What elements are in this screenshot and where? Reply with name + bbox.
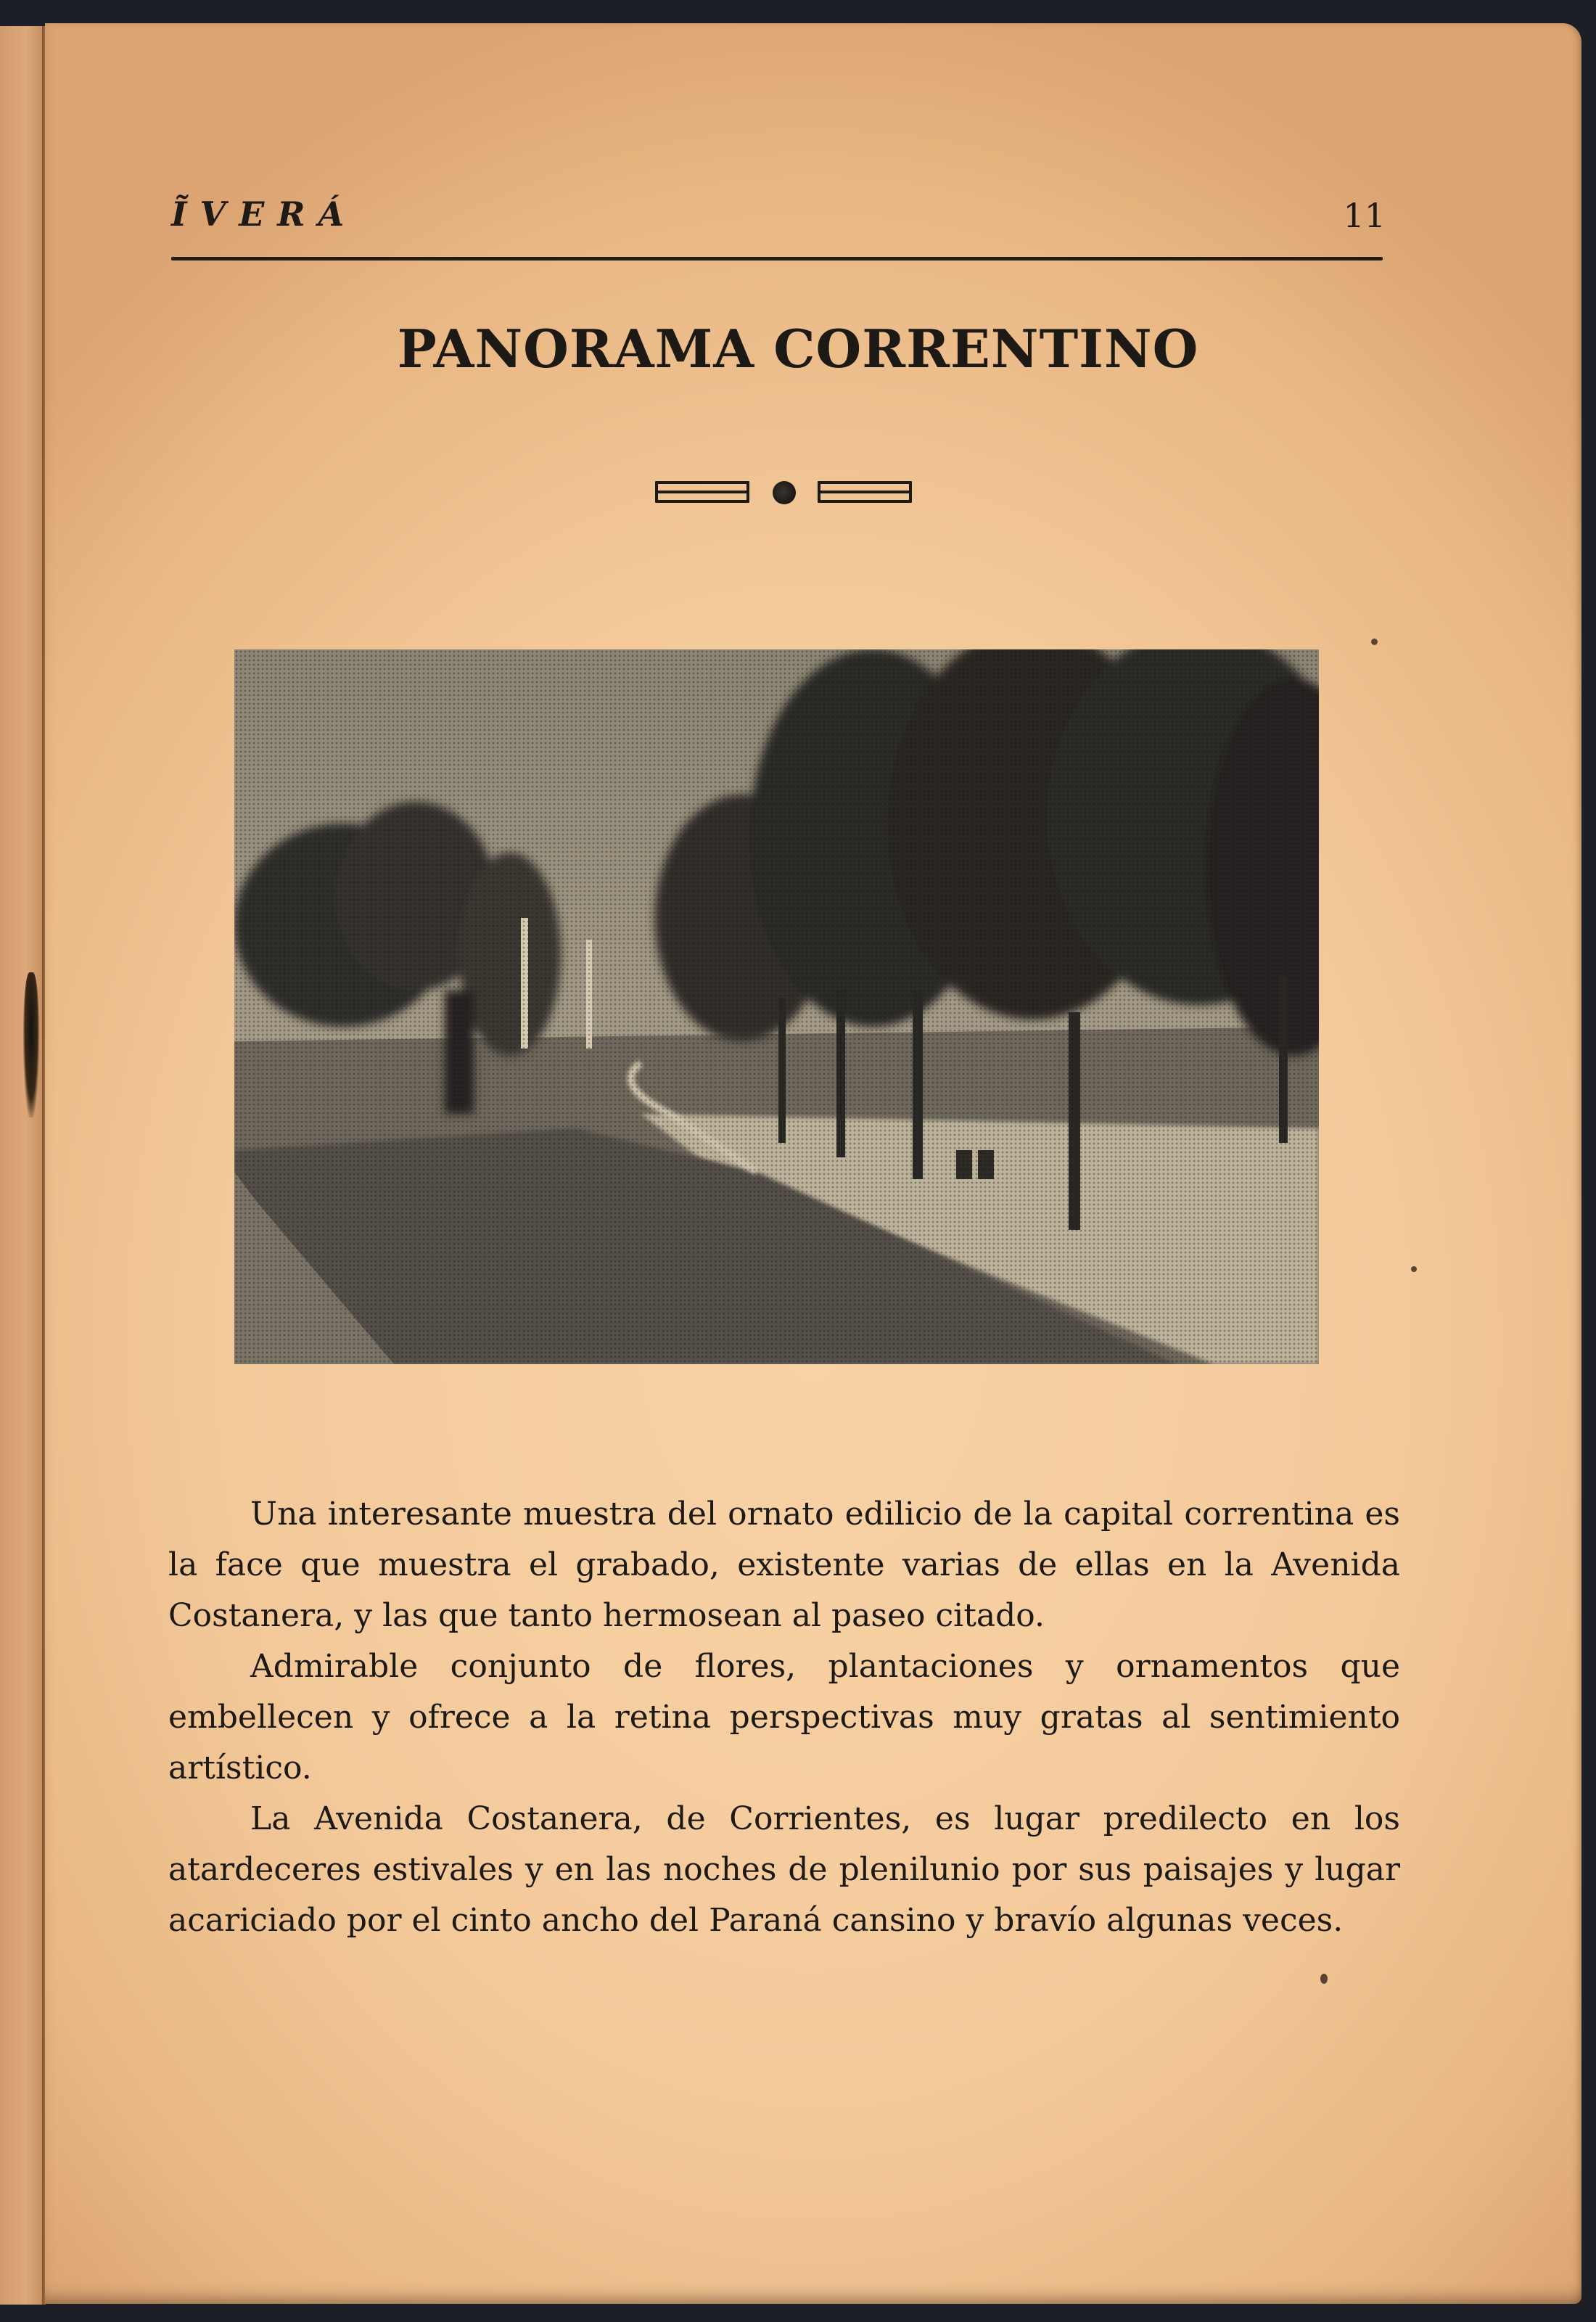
header-rule — [171, 257, 1383, 260]
paragraph-3: La Avenida Costanera, de Corrientes, es lugar predilecto en los atardeceres estivales y en las noches de plenilunio por sus paisajes y lugar acariciado por el cinto ancho del Paraná cansino y bravío algunas veces. — [168, 1800, 1400, 1939]
paper-speck — [1320, 1974, 1328, 1984]
binding-damage-mark — [23, 972, 39, 1117]
paper-speck — [1411, 1266, 1417, 1272]
paragraph-1: Una interesante muestra del ornato edilicio de la capital correntina es la face que muestra el grabado, existente varias de ellas en la Avenida Costanera, y las que tanto hermosean al paseo citado. — [168, 1496, 1400, 1634]
article-body — [168, 1489, 1400, 1946]
paragraph-2: Admirable conjunto de flores, plantaciones y ornamentos que embellecen y ofrece a la retina perspectivas muy gratas al sentimiento artístico. — [168, 1648, 1400, 1786]
page-number: 11 — [1343, 196, 1386, 235]
running-head: ĨVERÁ — [171, 194, 358, 234]
ornament-bar-right — [818, 481, 912, 503]
photo-scene — [234, 649, 1319, 1364]
paper-speck — [1371, 639, 1378, 645]
title-ornament — [655, 481, 913, 504]
lamp-post — [586, 940, 592, 1049]
lamp-post — [521, 918, 528, 1049]
ornament-dot-icon — [773, 481, 796, 504]
article-title: PANORAMA CORRENTINO — [397, 318, 1199, 380]
ornament-bar-left — [655, 481, 749, 503]
engraving-photo-avenida-costanera — [234, 649, 1319, 1364]
